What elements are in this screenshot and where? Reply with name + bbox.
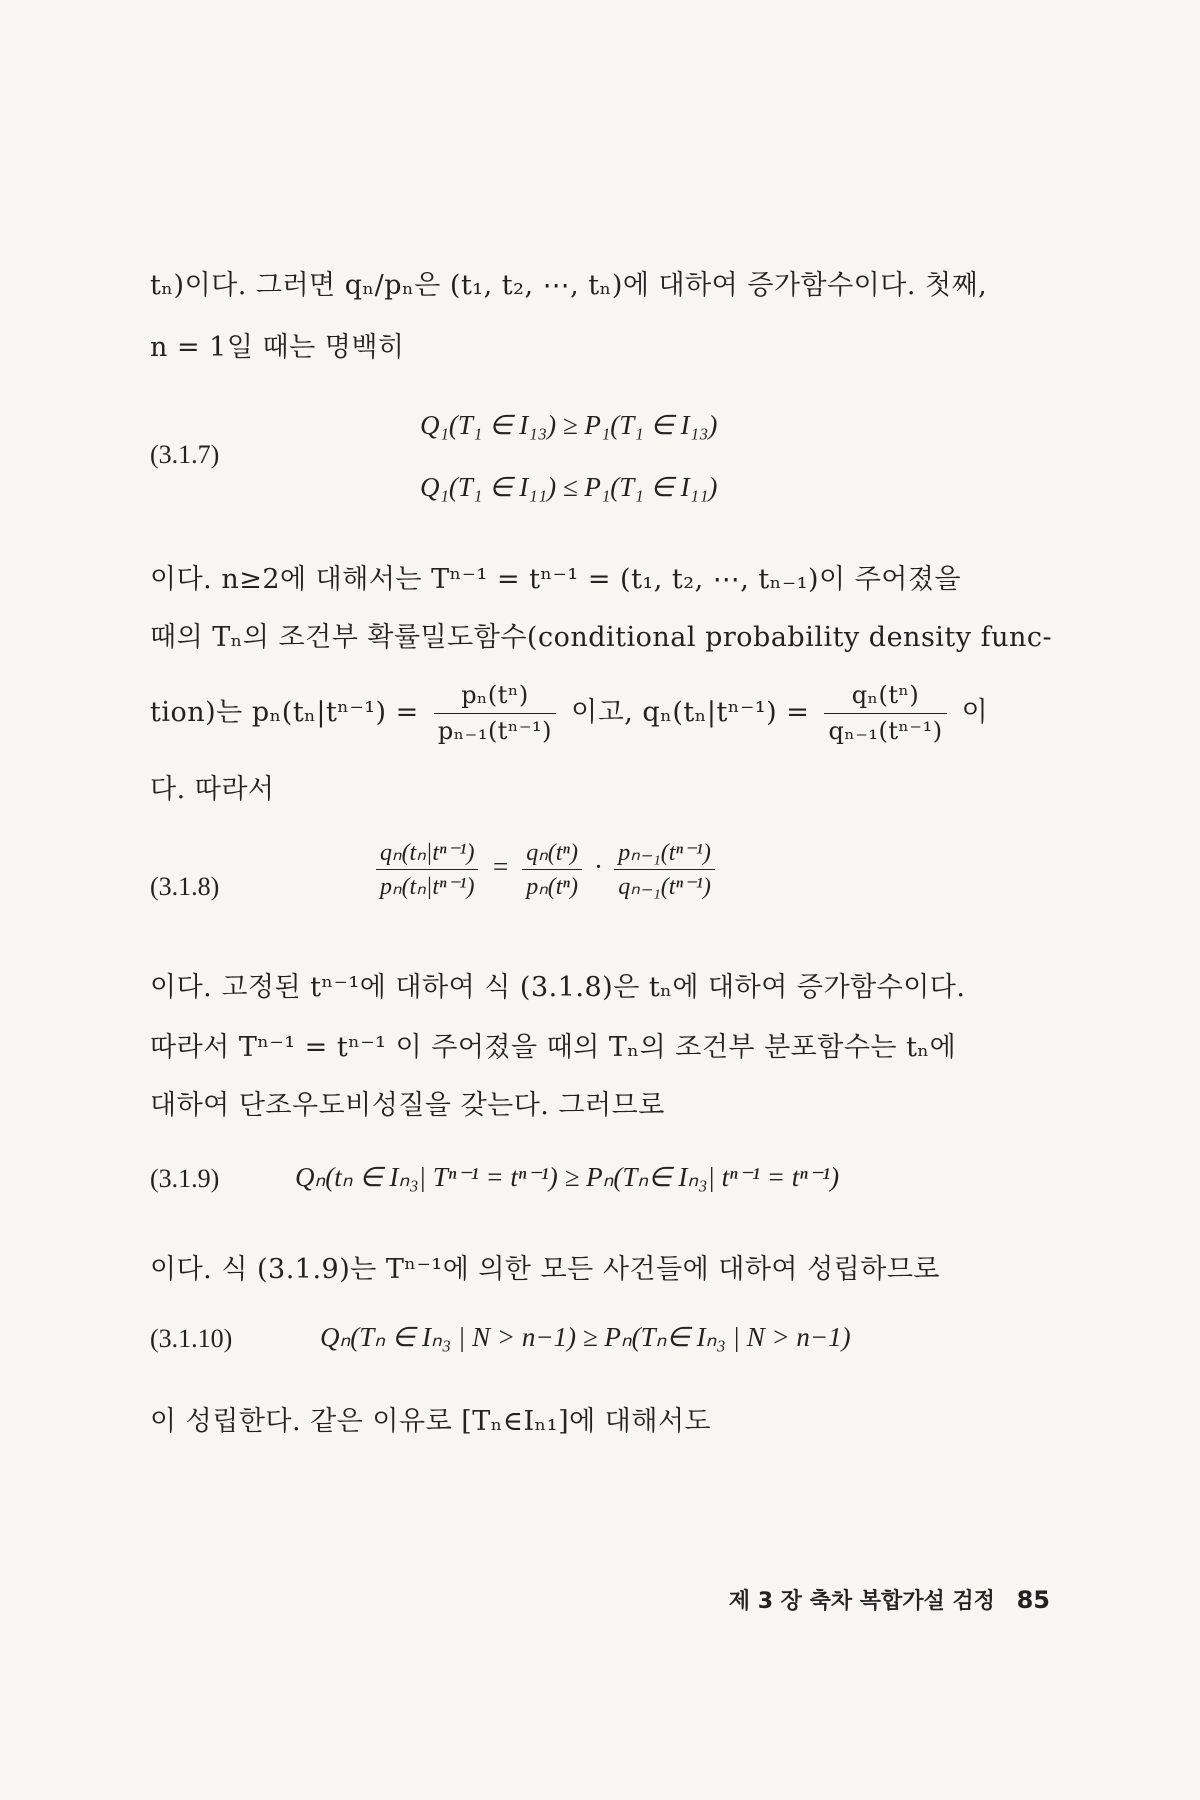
equation-3-1-9: Qₙ(tₙ ∈ Iₙ₃| Tⁿ⁻¹ = tⁿ⁻¹) ≥ Pₙ(Tₙ∈ Iₙ₃| tⁿ⁻¹ = tⁿ⁻¹) — [295, 1162, 840, 1192]
fraction-qn — [824, 680, 946, 747]
text-line-2: n = 1일 때는 명백히 — [150, 332, 405, 363]
fraction-3-denominator: qₙ₋₁(tⁿ⁻¹) — [618, 874, 711, 900]
fraction-pn — [434, 680, 556, 747]
equals-sign: = — [491, 851, 510, 882]
equation-3-1-7-line-1: Q₁(T₁ ∈ I₁₃) ≥ P₁(T₁ ∈ I₁₃) — [420, 410, 718, 440]
text-line-5b: 이고, qₙ(tₙ|tⁿ⁻¹) = — [571, 697, 810, 729]
equation-label-3-1-9: (3.1.9) — [150, 1164, 220, 1193]
equation-3-1-10: Qₙ(Tₙ ∈ Iₙ₃ | N > n−1) ≥ Pₙ(Tₙ∈ Iₙ₃ | N > n−1) — [320, 1322, 851, 1352]
fraction-3-numerator: pₙ₋₁(tⁿ⁻¹) — [614, 838, 715, 870]
text-line-11: 이 성립한다. 같은 이유로 [Tₙ∈Iₙ₁]에 대해서도 — [150, 1406, 712, 1437]
text-line-1: tₙ)이다. 그러면 qₙ/pₙ은 (t₁, t₂, ⋯, tₙ)에 대하여 증가함수이다. 첫째, — [150, 270, 988, 301]
text-line-6: 다. 따라서 — [150, 774, 275, 805]
chapter-title: 제 3 장 축차 복합가설 검정 — [728, 1589, 995, 1614]
fraction-pn-denominator: pₙ₋₁(tⁿ⁻¹) — [437, 717, 552, 746]
text-line-10: 이다. 식 (3.1.9)는 Tⁿ⁻¹에 의한 모든 사건들에 대하여 성립하므로 — [150, 1254, 940, 1285]
equation-3-1-7-line-2: Q₁(T₁ ∈ I₁₁) ≤ P₁(T₁ ∈ I₁₁) — [420, 472, 718, 502]
fraction-pn-numerator: pₙ(tⁿ) — [434, 680, 556, 714]
equation-label-3-1-7: (3.1.7) — [150, 440, 220, 469]
fraction-1-denominator: pₙ(tₙ|tⁿ⁻¹) — [380, 874, 475, 900]
equation-3-1-8 — [370, 838, 721, 901]
equation-label-3-1-10: (3.1.10) — [150, 1324, 233, 1353]
fraction-1-numerator: qₙ(tₙ|tⁿ⁻¹) — [376, 838, 478, 870]
fraction-qn-numerator: qₙ(tⁿ) — [824, 680, 946, 714]
text-line-8: 따라서 Tⁿ⁻¹ = tⁿ⁻¹ 이 주어졌을 때의 Tₙ의 조건부 분포함수는 tₙ에 — [150, 1032, 957, 1063]
page-footer — [729, 1584, 1050, 1615]
text-line-4: 때의 Tₙ의 조건부 확률밀도함수(conditional probability density func- — [150, 622, 1053, 653]
fraction-3 — [614, 838, 715, 901]
text-line-3: 이다. n≥2에 대해서는 Tⁿ⁻¹ = tⁿ⁻¹ = (t₁, t₂, ⋯, tₙ₋₁)이 주어졌을 — [150, 564, 962, 595]
fraction-2-denominator: pₙ(tⁿ) — [526, 874, 578, 900]
fraction-qn-denominator: qₙ₋₁(tⁿ⁻¹) — [828, 717, 943, 746]
fraction-1 — [376, 838, 478, 901]
dot-operator: · — [594, 851, 602, 882]
text-line-9: 대하여 단조우도비성질을 갖는다. 그러므로 — [150, 1090, 665, 1121]
page-number: 85 — [1016, 1586, 1050, 1614]
equation-label-3-1-8: (3.1.8) — [150, 872, 220, 901]
fraction-2 — [522, 838, 582, 901]
text-line-5c: 이 — [961, 697, 989, 729]
text-line-7: 이다. 고정된 tⁿ⁻¹에 대하여 식 (3.1.8)은 tₙ에 대하여 증가함수이다. — [150, 972, 966, 1003]
text-line-5 — [150, 680, 1050, 747]
fraction-2-numerator: qₙ(tⁿ) — [522, 838, 582, 870]
text-line-5a: tion)는 pₙ(tₙ|tⁿ⁻¹) = — [150, 697, 419, 729]
